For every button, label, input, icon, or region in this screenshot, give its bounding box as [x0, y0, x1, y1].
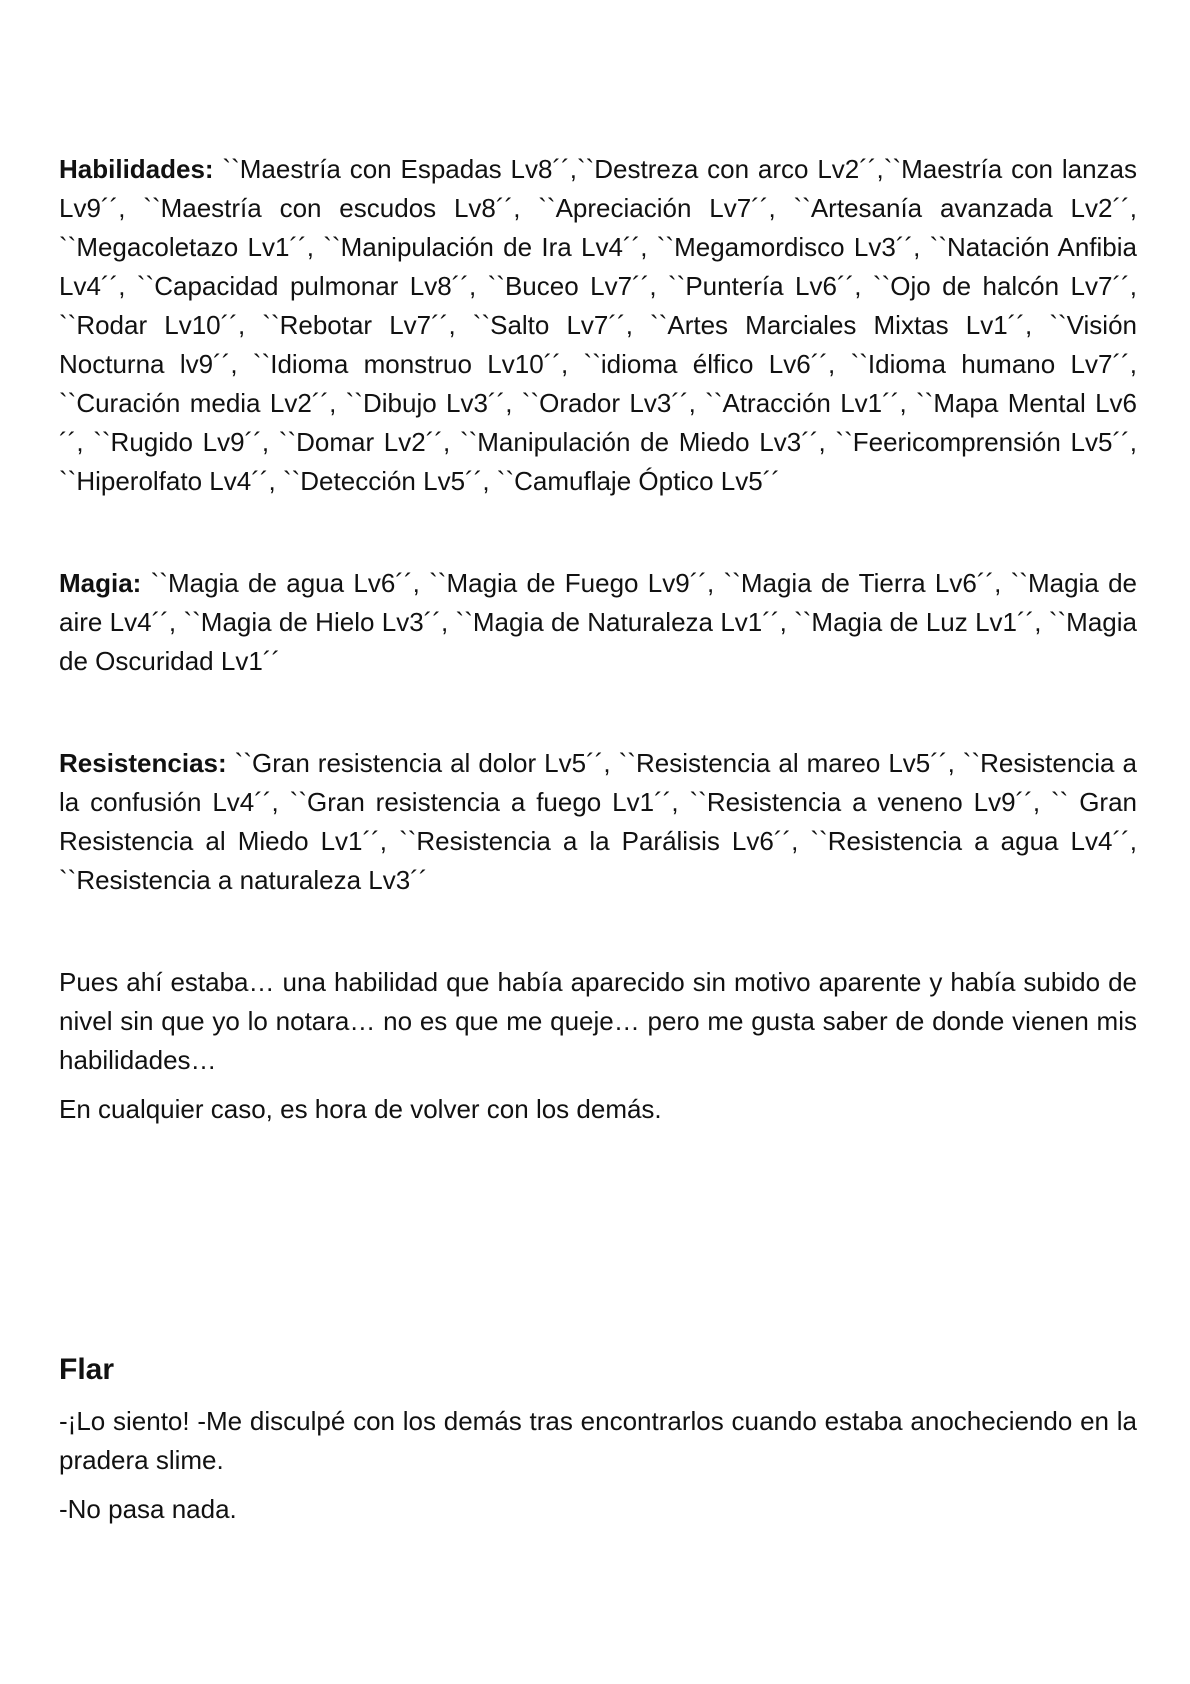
habilidades-paragraph: [59, 150, 1137, 501]
document-body: [59, 150, 1137, 1129]
magia-list: ``Magia de agua Lv6´´, ``Magia de Fuego Lv9´´, ``Magia de Tierra Lv6´´, ``Magia de aire Lv4´´, ``Magia de Hielo Lv3´´, ``Magia de Naturaleza Lv1´´, ``Magia de Luz Lv1´´, ``Magia de Oscuridad Lv1´´: [59, 568, 1137, 676]
resistencias-list: ``Gran resistencia al dolor Lv5´´, ``Resistencia al mareo Lv5´´, ``Resistencia a la confusión Lv4´´, ``Gran resistencia a fuego Lv1´´, ``Resistencia a veneno Lv9´´, `` Gran Resistencia al Miedo Lv1´´, ``Resistencia a la Parálisis Lv6´´, ``Resistencia a agua Lv4´´, ``Resistencia a naturaleza Lv3´´: [59, 748, 1137, 895]
habilidades-list: ``Maestría con Espadas Lv8´´,``Destreza con arco Lv2´´,``Maestría con lanzas Lv9´´, ``Maestría con escudos Lv8´´, ``Apreciación Lv7´´, ``Artesanía avanzada Lv2´´, ``Megacoletazo Lv1´´, ``Manipulación de Ira Lv4´´, ``Megamordisco Lv3´´, ``Natación Anfibia Lv4´´, ``Capacidad pulmonar Lv8´´, ``Buceo Lv7´´, ``Puntería Lv6´´, ``Ojo de halcón Lv7´´, ``Rodar Lv10´´, ``Rebotar Lv7´´, ``Salto Lv7´´, ``Artes Marciales Mixtas Lv1´´, ``Visión Nocturna lv9´´, ``Idioma monstruo Lv10´´, ``idioma élfico Lv6´´, ``Idioma humano Lv7´´, ``Curación media Lv2´´, ``Dibujo Lv3´´, ``Orador Lv3´´, ``Atracción Lv1´´, ``Mapa Mental Lv6´´, ``Rugido Lv9´´, ``Domar Lv2´´, ``Manipulación de Miedo Lv3´´, ``Feericomprensión Lv5´´, ``Hiperolfato Lv4´´, ``Detección Lv5´´, ``Camuflaje Óptico Lv5´´: [59, 154, 1137, 496]
section-body: [59, 1402, 1137, 1539]
section-title: Flar: [59, 1353, 115, 1386]
dialogue-line-2: -No pasa nada.: [59, 1494, 237, 1524]
dialogue-line-1: -¡Lo siento! -Me disculpé con los demás tras encontrarlos cuando estaba anocheciendo en la pradera slime.: [59, 1406, 1137, 1475]
habilidades-label: Habilidades:: [59, 154, 214, 184]
resistencias-label: Resistencias:: [59, 748, 227, 778]
resistencias-paragraph: [59, 744, 1137, 900]
narrative-paragraph-2: En cualquier caso, es hora de volver con los demás.: [59, 1094, 662, 1124]
narrative-paragraph-1: Pues ahí estaba… una habilidad que había aparecido sin motivo aparente y había subido de nivel sin que yo lo notara… no es que me queje… pero me gusta saber de donde vienen mis habilidades…: [59, 967, 1137, 1075]
magia-label: Magia:: [59, 568, 142, 598]
magia-paragraph: [59, 564, 1137, 681]
